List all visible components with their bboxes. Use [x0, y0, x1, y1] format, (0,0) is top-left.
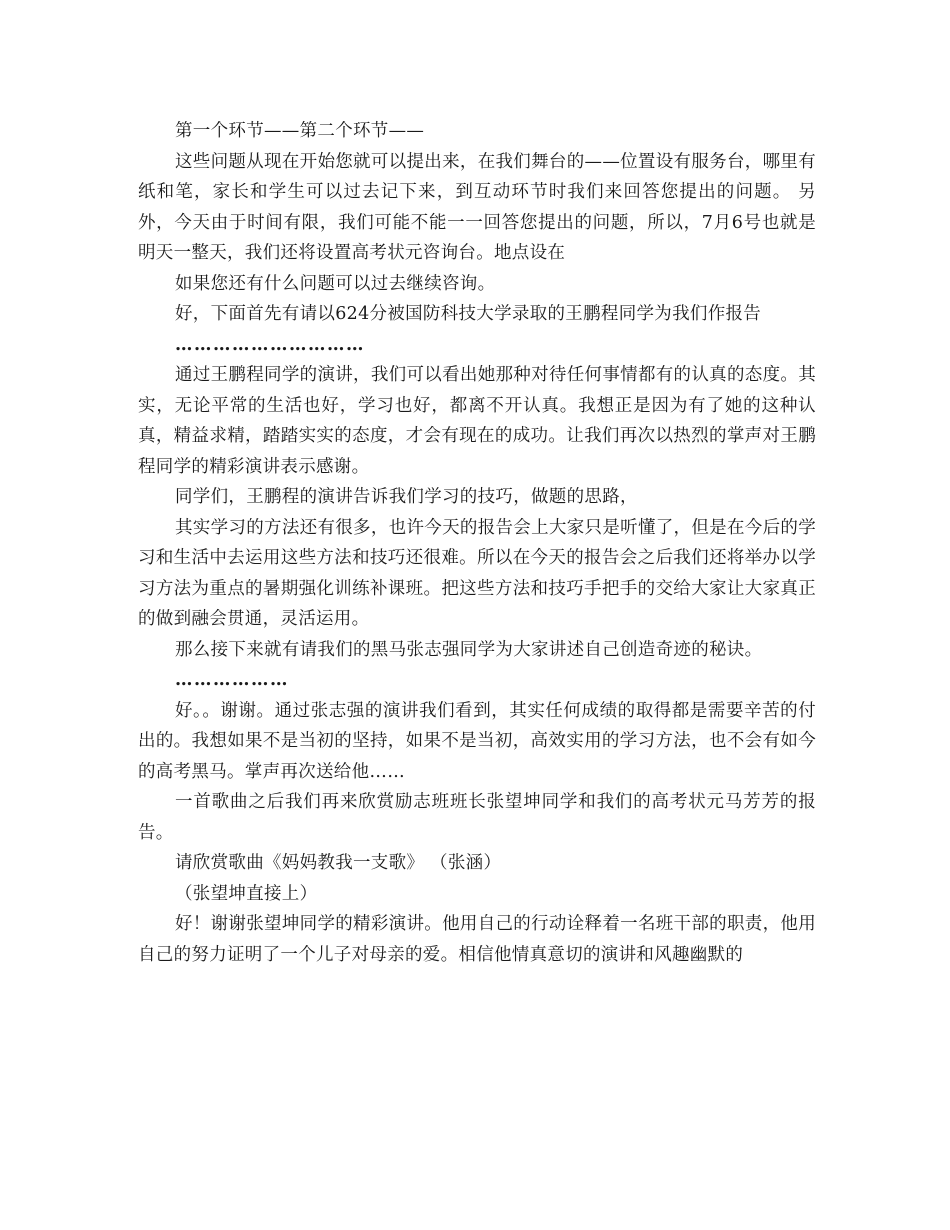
paragraph-song-intro: 一首歌曲之后我们再来欣赏励志班班长张望坤同学和我们的高考状元马芳芳的报告。	[138, 792, 816, 843]
paragraph-wang-speech: 通过王鹏程同学的演讲，我们可以看出她那种对待任何事情都有的认真的态度。其实，无论平常的生活也好，学习也好，都离不开认真。我想正是因为有了她的这种认真，精益求精，踏踏实实的态度，才会有现在的成功。让我们再次以热烈的掌声对王鹏程同学的精彩演讲表示感谢。	[138, 365, 816, 477]
paragraph-methods: 其实学习的方法还有很多，也许今天的报告会上大家只是听懂了，但是在今后的学习和生活中去运用这些方法和技巧还很难。所以在今天的报告会之后我们还将举办以学习方法为重点的暑期强化训练补课班。把这些方法和技巧手把手的交给大家让大家真正的做到融会贯通，灵活运用。	[138, 517, 816, 629]
paragraph-segments: 第一个环节——第二个环节——	[175, 121, 425, 141]
ellipsis-line: …………………………	[175, 334, 365, 355]
paragraph-stage-note: （张望坤直接上）	[175, 883, 318, 904]
paragraph-thanks: 好！谢谢张望坤同学的精彩演讲。他用自己的行动诠释着一名班干部的职责，他用自己的努力证明了一个儿子对母亲的爱。相信他情真意切的演讲和风趣幽默的	[138, 914, 816, 965]
ellipsis-line: ………………	[175, 670, 289, 690]
paragraph-questions: 这些问题从现在开始您就可以提出来，在我们舞台的——位置设有服务台，哪里有纸和笔，家长和学生可以过去记下来，到互动环节时我们来回答您提出的问题。 另外，今天由于时间有限，我们可能不能一一回答您提出的问题，所以，7月6号也就是明天一整天，我们还将设置高考状元咨询台。地点设在	[138, 151, 816, 263]
paragraph-consult: 如果您还有什么问题可以过去继续咨询。	[175, 273, 496, 294]
paragraph-song: 请欣赏歌曲《妈妈教我一支歌》 （张涵）	[175, 853, 502, 873]
paragraph-first-report: 好，下面首先有请以624分被国防科技大学录取的王鹏程同学为我们作报告	[175, 304, 762, 324]
document-body	[138, 116, 816, 970]
paragraph-zhang-speech: 好。。谢谢。通过张志强的演讲我们看到，其实任何成绩的取得都是需要辛苦的付出的。我想如果不是当初的坚持，如果不是当初，高效实用的学习方法，也不会有如今的高考黑马。掌声再次送给他……	[138, 700, 816, 782]
paragraph-skills: 同学们，王鹏程的演讲告诉我们学习的技巧，做题的思路，	[175, 487, 638, 507]
paragraph-zhang-intro: 那么接下来就有请我们的黑马张志强同学为大家讲述自己创造奇迹的秘诀。	[175, 639, 763, 660]
